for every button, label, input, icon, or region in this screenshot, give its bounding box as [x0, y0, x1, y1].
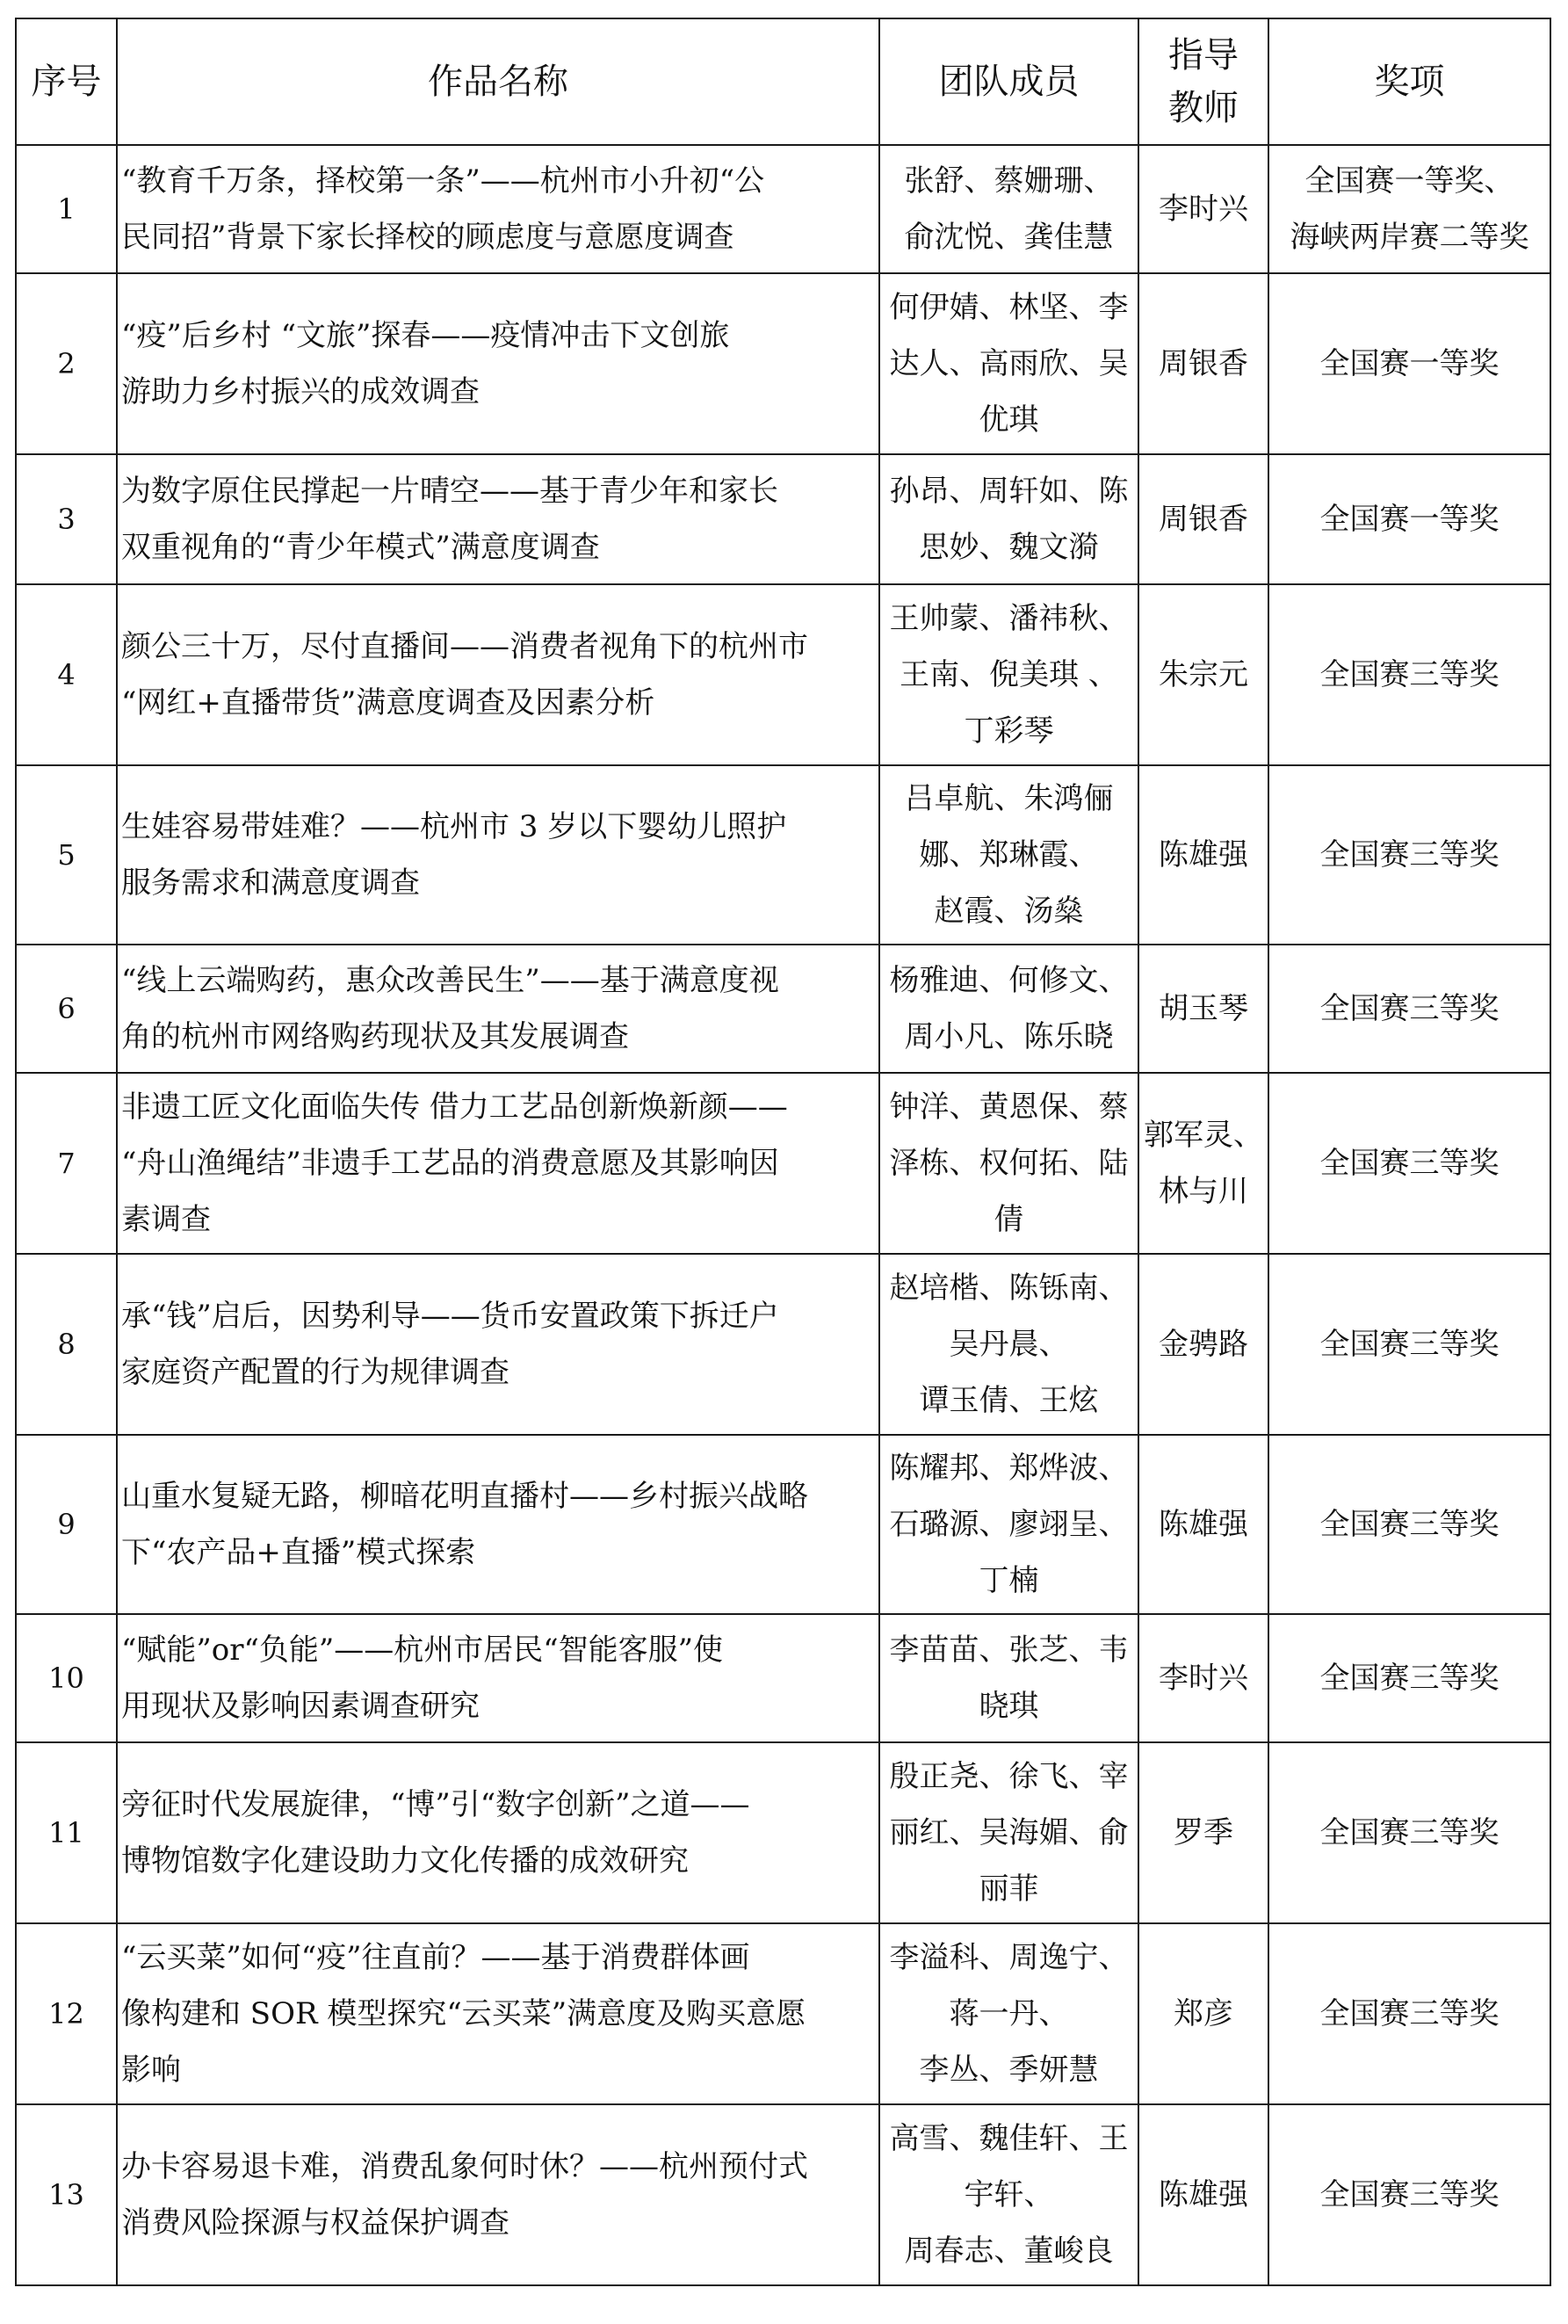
cell-title-line: 影响: [121, 2053, 181, 2088]
cell-title-line: 颜公三十万，尽付直播间——消费者视角下的杭州市: [121, 629, 808, 664]
header-title: 作品名称: [117, 18, 879, 145]
cell-award-line: 全国赛三等奖: [1319, 1996, 1499, 2031]
cell-members-line: 石璐源、廖翊呈、: [889, 1507, 1129, 1542]
cell-members-line: 丽红、吴海媚、俞: [889, 1815, 1129, 1850]
table-row: [16, 945, 1550, 1073]
awards-table: [15, 18, 1551, 2286]
cell-title-line: 下“农产品+直播”模式探索: [121, 1535, 476, 1570]
cell-award-line: 海峡两岸赛二等奖: [1290, 220, 1529, 255]
cell-members-line: 钟洋、黄恩保、蔡: [889, 1090, 1129, 1125]
table-row: [16, 765, 1550, 945]
cell-members: [879, 454, 1138, 584]
cell-members-line: 优琪: [979, 402, 1039, 438]
cell-title-line: 家庭资产配置的行为规律调查: [121, 1355, 509, 1390]
cell-members-line: 高雪、魏佳轩、王: [889, 2121, 1129, 2156]
cell-title: [117, 1923, 879, 2104]
header-teacher: [1138, 18, 1268, 145]
cell-members-line: 蒋一丹、: [949, 1996, 1069, 2031]
cell-award: [1268, 273, 1550, 454]
table-row: [16, 145, 1550, 273]
table-row: [16, 454, 1550, 584]
cell-title-line: “赋能”or“负能”——杭州市居民“智能客服”使: [121, 1633, 724, 1668]
cell-members-line: 丁楠: [979, 1563, 1039, 1598]
cell-members-line: 张舒、蔡姗珊、: [904, 163, 1114, 199]
header-members: 团队成员: [879, 18, 1138, 145]
cell-members-line: 宇轩、: [964, 2177, 1054, 2212]
cell-title: [117, 765, 879, 945]
table-row: [16, 1254, 1550, 1435]
cell-title: [117, 1254, 879, 1435]
cell-award: [1268, 765, 1550, 945]
cell-award-line: 全国赛一等奖、: [1304, 163, 1514, 199]
cell-title: [117, 1614, 879, 1742]
cell-members: [879, 2104, 1138, 2285]
cell-title: [117, 1073, 879, 1254]
cell-members-line: 思妙、魏文漪: [919, 530, 1099, 565]
cell-teacher: [1138, 1614, 1268, 1742]
cell-members: [879, 584, 1138, 765]
cell-no: 1: [16, 145, 117, 273]
cell-members-line: 赵培楷、陈铄南、: [889, 1271, 1129, 1306]
cell-teacher-line: 陈雄强: [1159, 1507, 1248, 1542]
cell-title-line: “教育千万条，择校第一条”——杭州市小升初“公: [121, 163, 765, 199]
cell-members: [879, 145, 1138, 273]
cell-members-line: 李溢科、周逸宁、: [889, 1940, 1129, 1975]
cell-award-line: 全国赛三等奖: [1319, 837, 1499, 872]
header-teacher-line1: 指导: [1168, 35, 1239, 76]
cell-teacher-line: 李时兴: [1159, 1661, 1248, 1696]
cell-award-line: 全国赛三等奖: [1319, 1661, 1499, 1696]
cell-title: [117, 2104, 879, 2285]
cell-award: [1268, 454, 1550, 584]
table-row: [16, 1435, 1550, 1614]
cell-teacher: [1138, 145, 1268, 273]
cell-title-line: 素调查: [121, 1202, 211, 1237]
cell-teacher-line: 胡玉琴: [1159, 991, 1248, 1026]
cell-members-line: 何伊婧、林坚、李: [889, 290, 1129, 325]
header-teacher-line2: 教师: [1168, 88, 1239, 128]
cell-no: 13: [16, 2104, 117, 2285]
cell-teacher-line: 罗季: [1174, 1815, 1233, 1850]
cell-title-line: 服务需求和满意度调查: [121, 865, 420, 901]
cell-award-line: 全国赛三等奖: [1319, 1327, 1499, 1362]
cell-members: [879, 1254, 1138, 1435]
cell-no: 6: [16, 945, 117, 1073]
cell-members-line: 王帅蒙、潘祎秋、: [889, 601, 1129, 636]
cell-title-line: 非遗工匠文化面临失传 借力工艺品创新焕新颜——: [121, 1090, 788, 1125]
cell-award-line: 全国赛三等奖: [1319, 2177, 1499, 2212]
cell-teacher-line: 周银香: [1159, 502, 1248, 537]
cell-members-line: 王南、倪美琪 、: [900, 657, 1118, 692]
cell-award: [1268, 1742, 1550, 1923]
cell-award: [1268, 1254, 1550, 1435]
cell-teacher-line: 周银香: [1159, 346, 1248, 381]
cell-title-line: “舟山渔绳结”非遗手工艺品的消费意愿及其影响因: [121, 1146, 779, 1181]
cell-members-line: 丁彩琴: [964, 713, 1054, 749]
cell-title-line: “线上云端购药，惠众改善民生”——基于满意度视: [121, 963, 779, 998]
cell-title-line: 消费风险探源与权益保护调查: [121, 2205, 509, 2241]
cell-teacher-line: 郑彦: [1174, 1996, 1233, 2031]
cell-award-line: 全国赛三等奖: [1319, 1815, 1499, 1850]
cell-members-line: 娜、郑琳霞、: [919, 837, 1099, 872]
cell-no: 8: [16, 1254, 117, 1435]
cell-members: [879, 1742, 1138, 1923]
cell-title: [117, 1742, 879, 1923]
cell-members-line: 孙昂、周轩如、陈: [889, 474, 1129, 509]
cell-teacher-line: 郭军灵、: [1144, 1118, 1263, 1153]
cell-members-line: 倩: [994, 1202, 1024, 1237]
cell-members-line: 达人、高雨欣、吴: [889, 346, 1129, 381]
cell-teacher: [1138, 454, 1268, 584]
cell-title-line: 为数字原住民撑起一片晴空——基于青少年和家长: [121, 474, 778, 509]
cell-award-line: 全国赛一等奖: [1319, 346, 1499, 381]
cell-no: 12: [16, 1923, 117, 2104]
cell-award: [1268, 145, 1550, 273]
cell-members-line: 俞沈悦、龚佳慧: [904, 220, 1114, 255]
header-no: 序号: [16, 18, 117, 145]
cell-members: [879, 1073, 1138, 1254]
cell-no: 11: [16, 1742, 117, 1923]
cell-title-line: 游助力乡村振兴的成效调查: [121, 374, 480, 409]
cell-teacher: [1138, 945, 1268, 1073]
cell-members: [879, 1614, 1138, 1742]
cell-award: [1268, 1614, 1550, 1742]
cell-teacher: [1138, 1254, 1268, 1435]
cell-title: [117, 145, 879, 273]
cell-award: [1268, 584, 1550, 765]
cell-title-line: “疫”后乡村 “文旅”探春——疫情冲击下文创旅: [121, 318, 730, 353]
cell-members: [879, 273, 1138, 454]
cell-members: [879, 1923, 1138, 2104]
table-row: [16, 1923, 1550, 2104]
cell-teacher: [1138, 273, 1268, 454]
cell-members-line: 殷正尧、徐飞、宰: [889, 1759, 1129, 1794]
cell-no: 2: [16, 273, 117, 454]
cell-title-line: 生娃容易带娃难？——杭州市 3 岁以下婴幼儿照护: [121, 809, 787, 844]
table-row: [16, 1742, 1550, 1923]
cell-teacher: [1138, 584, 1268, 765]
cell-teacher: [1138, 765, 1268, 945]
cell-members-line: 周小凡、陈乐晓: [904, 1019, 1114, 1054]
cell-award: [1268, 1435, 1550, 1614]
cell-members-line: 泽栋、权何拓、陆: [889, 1146, 1129, 1181]
cell-award: [1268, 2104, 1550, 2285]
cell-members-line: 谭玉倩、王炫: [919, 1383, 1099, 1418]
cell-award-line: 全国赛三等奖: [1319, 1507, 1499, 1542]
cell-title: [117, 945, 879, 1073]
cell-teacher: [1138, 1923, 1268, 2104]
cell-title-line: “云买菜”如何“疫”往直前？——基于消费群体画: [121, 1940, 750, 1975]
cell-members-line: 周春志、董峻良: [904, 2234, 1114, 2269]
cell-teacher: [1138, 1073, 1268, 1254]
cell-members-line: 赵霞、汤燊: [934, 894, 1084, 929]
table-row: [16, 584, 1550, 765]
cell-no: 4: [16, 584, 117, 765]
table-body: [16, 145, 1550, 2285]
cell-members-line: 陈耀邦、郑烨波、: [889, 1451, 1129, 1486]
header-row: [16, 18, 1550, 145]
cell-title: [117, 454, 879, 584]
cell-title: [117, 273, 879, 454]
cell-teacher-line: 陈雄强: [1159, 2177, 1248, 2212]
cell-no: 7: [16, 1073, 117, 1254]
cell-title-line: 民同招”背景下家长择校的顾虑度与意愿度调查: [121, 220, 734, 255]
cell-members: [879, 765, 1138, 945]
cell-title: [117, 1435, 879, 1614]
cell-teacher: [1138, 1742, 1268, 1923]
cell-title-line: “网红+直播带货”满意度调查及因素分析: [121, 685, 655, 720]
cell-members-line: 杨雅迪、何修文、: [889, 963, 1129, 998]
header-award: 奖项: [1268, 18, 1550, 145]
cell-award-line: 全国赛三等奖: [1319, 657, 1499, 692]
table-row: [16, 1073, 1550, 1254]
cell-teacher-line: 朱宗元: [1159, 657, 1248, 692]
cell-title-line: 办卡容易退卡难，消费乱象何时休？——杭州预付式: [121, 2149, 808, 2184]
table-row: [16, 1614, 1550, 1742]
cell-title-line: 山重水复疑无路，柳暗花明直播村——乡村振兴战略: [121, 1479, 808, 1514]
cell-members-line: 丽菲: [979, 1872, 1039, 1907]
cell-no: 3: [16, 454, 117, 584]
table-row: [16, 2104, 1550, 2285]
cell-members-line: 李苗苗、张芝、韦: [889, 1633, 1129, 1668]
cell-no: 5: [16, 765, 117, 945]
cell-title: [117, 584, 879, 765]
cell-teacher-line: 林与川: [1159, 1174, 1248, 1209]
table-row: [16, 273, 1550, 454]
cell-award: [1268, 945, 1550, 1073]
cell-title-line: 承“钱”启后，因势利导——货币安置政策下拆迁户: [121, 1299, 779, 1334]
cell-members-line: 吴丹晨、: [949, 1327, 1069, 1362]
cell-award-line: 全国赛三等奖: [1319, 1146, 1499, 1181]
cell-teacher: [1138, 2104, 1268, 2285]
cell-title-line: 角的杭州市网络购药现状及其发展调查: [121, 1019, 629, 1054]
cell-title-line: 像构建和 SOR 模型探究“云买菜”满意度及购买意愿: [121, 1996, 806, 2031]
cell-award: [1268, 1923, 1550, 2104]
cell-award-line: 全国赛三等奖: [1319, 991, 1499, 1026]
cell-members-line: 晓琪: [979, 1689, 1039, 1724]
cell-teacher-line: 金骋路: [1159, 1327, 1248, 1362]
cell-teacher-line: 李时兴: [1159, 192, 1248, 227]
cell-teacher: [1138, 1435, 1268, 1614]
cell-title-line: 双重视角的“青少年模式”满意度调查: [121, 530, 600, 565]
cell-title-line: 博物馆数字化建设助力文化传播的成效研究: [121, 1843, 689, 1879]
cell-members: [879, 1435, 1138, 1614]
cell-award-line: 全国赛一等奖: [1319, 502, 1499, 537]
cell-no: 9: [16, 1435, 117, 1614]
cell-members-line: 吕卓航、朱鸿俪: [904, 781, 1114, 816]
cell-title-line: 旁征时代发展旋律，“博”引“数字创新”之道——: [121, 1787, 750, 1822]
cell-no: 10: [16, 1614, 117, 1742]
cell-award: [1268, 1073, 1550, 1254]
cell-teacher-line: 陈雄强: [1159, 837, 1248, 872]
cell-title-line: 用现状及影响因素调查研究: [121, 1689, 480, 1724]
cell-members-line: 李丛、季妍慧: [919, 2053, 1099, 2088]
cell-members: [879, 945, 1138, 1073]
